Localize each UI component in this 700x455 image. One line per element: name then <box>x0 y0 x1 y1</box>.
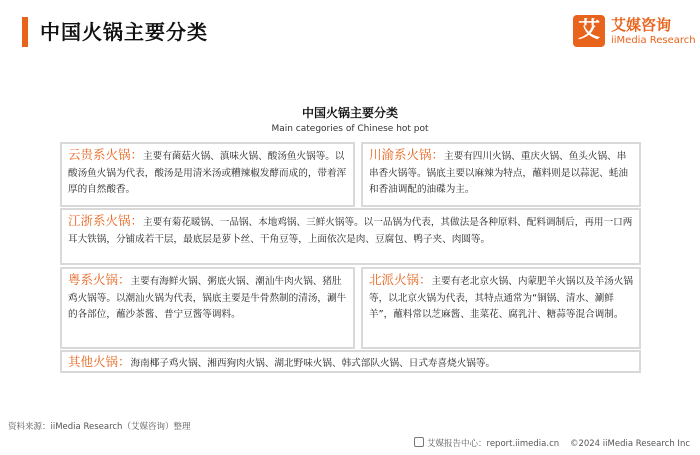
category-label: 其他火锅： <box>68 354 131 369</box>
logo-chinese-name: 艾媒咨询 <box>611 16 672 34</box>
category-description: 海南椰子鸡火锅、湘西狗肉火锅、湖北野味火锅、韩式部队火锅、日式寿喜烧火锅等。 <box>130 358 496 369</box>
category-description: 主要有老北京火锅、内蒙肥羊火锅以及羊汤火锅等，以北京火锅为代表，其特点通常为“铜锅、清水、涮鲜羊”，蘸料常以芝麻酱、韭菜花、腐乳汁、糖蒜等混合调制。 <box>369 276 633 320</box>
category-description: 主要有菌菇火锅、滇味火锅、酸汤鱼火锅等。以酸汤鱼火锅为代表，酸汤是用清米汤或糟辣椒发酵而成的，带着浑厚的自然酸香。 <box>68 151 347 195</box>
category-label: 粤系火锅： <box>68 272 131 287</box>
footer-info <box>414 437 690 449</box>
page-title: 中国火锅主要分类 <box>40 20 208 44</box>
category-description: 主要有四川火锅、重庆火锅、鱼头火锅、串串香火锅等。锅底主要以麻辣为特点，蘸料则是以蒜泥、蚝油和香油调配的油碟为主。 <box>369 151 629 195</box>
category-label: 川渝系火锅： <box>369 147 445 162</box>
category-card-chuanyu <box>361 142 641 207</box>
diagram-title: 中国火锅主要分类 <box>301 106 398 120</box>
diagram-subtitle: Main categories of Chinese hot pot <box>271 124 429 134</box>
category-card-qita <box>60 350 641 373</box>
logo-english-name: iiMedia Research <box>611 35 696 46</box>
logo-mark-icon: 艾 <box>573 15 605 47</box>
iimedia-logo <box>573 13 696 53</box>
title-accent-bar <box>22 17 28 47</box>
category-description: 主要有海鲜火锅、粥底火锅、潮汕牛肉火锅、猪肚鸡火锅等。以潮汕火锅为代表，锅底主要是牛骨熬制的清汤，涮牛的各部位，蘸沙茶酱、普宁豆酱等调料。 <box>68 276 347 320</box>
category-card-yungui <box>60 142 355 207</box>
copyright-text: ©2024 iiMedia Research Inc <box>569 439 690 449</box>
category-card-yue <box>60 267 355 349</box>
source-note: 资料来源：iiMedia Research（艾媒咨询）整理 <box>8 422 191 432</box>
category-label: 江浙系火锅： <box>68 213 144 228</box>
category-card-jiangzhe <box>60 208 641 265</box>
report-center-link[interactable]: 艾媒报告中心：report.iimedia.cn <box>427 439 560 449</box>
category-label: 北派火锅： <box>369 272 432 287</box>
report-center-icon <box>414 437 424 447</box>
category-description: 主要有菊花暖锅、一品锅、本地鸡锅、三鲜火锅等。以一品锅为代表，其做法是各种原料、配料调制后，再用一口两耳大铁锅，分铺成若干层，最底层是萝卜丝、干角豆等，上面依次是肉、豆腐包、鸭子夹、肉圆等。 <box>68 217 633 245</box>
category-label: 云贵系火锅： <box>68 147 144 162</box>
category-card-beipai <box>361 267 641 349</box>
